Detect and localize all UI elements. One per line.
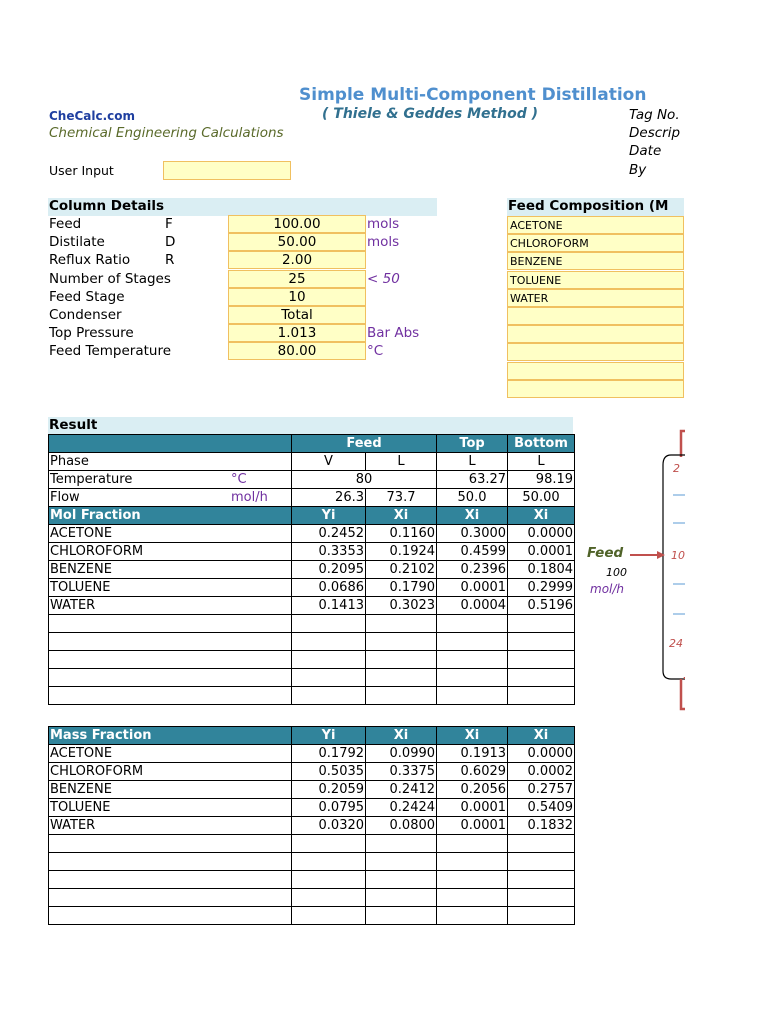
mass-fraction-yi	[292, 907, 366, 925]
mol-col-xi-feed: Xi	[366, 507, 437, 525]
mass-fraction-xi-bottom: 0.0000	[508, 745, 575, 763]
column-detail-input[interactable]: 25	[228, 270, 366, 288]
mol-fraction-component	[49, 615, 292, 633]
column-detail-input[interactable]: 2.00	[228, 251, 366, 269]
column-detail-label: Number of Stages	[49, 271, 171, 287]
phase-top: L	[437, 453, 508, 471]
mol-fraction-row	[49, 651, 575, 669]
user-input-legend-swatch	[163, 161, 291, 180]
temperature-label-cell	[49, 471, 292, 489]
mass-fraction-component	[49, 907, 292, 925]
mol-fraction-row	[49, 561, 575, 579]
meta-description: Descrip	[629, 125, 681, 141]
mass-fraction-xi-feed: 0.3375	[366, 763, 437, 781]
result-header-top: Top	[437, 435, 508, 453]
mol-fraction-xi-bottom	[508, 651, 575, 669]
mass-fraction-xi-feed: 0.0800	[366, 817, 437, 835]
mass-fraction-xi-bottom	[508, 907, 575, 925]
mol-fraction-xi-bottom: 0.1804	[508, 561, 575, 579]
mol-fraction-xi-bottom: 0.0000	[508, 525, 575, 543]
mass-fraction-row	[49, 763, 575, 781]
column-detail-input[interactable]: 100.00	[228, 215, 366, 233]
flow-label-cell	[49, 489, 292, 507]
temperature-unit: °C	[231, 471, 247, 487]
column-detail-unit: mols	[367, 216, 400, 232]
mass-fraction-xi-bottom: 0.1832	[508, 817, 575, 835]
mol-fraction-component	[49, 651, 292, 669]
brand-link[interactable]: CheCalc.com	[49, 109, 136, 123]
mol-fraction-row	[49, 687, 575, 705]
column-detail-label: Feed Stage	[49, 289, 125, 305]
flow-label: Flow	[50, 489, 80, 505]
column-detail-label: Feed	[49, 216, 82, 232]
tagline: Chemical Engineering Calculations	[49, 125, 284, 141]
mass-fraction-xi-feed: 0.2424	[366, 799, 437, 817]
column-detail-input[interactable]: 80.00	[228, 342, 366, 360]
page-subtitle: ( Thiele & Geddes Method )	[322, 106, 539, 122]
meta-by: By	[629, 162, 647, 178]
stage-bottom-number: 24	[669, 637, 683, 650]
column-details-heading: Column Details	[48, 198, 437, 216]
feed-composition-input[interactable]	[507, 307, 684, 325]
mass-col-xi-top: Xi	[437, 727, 508, 745]
mass-fraction-xi-top: 0.0001	[437, 799, 508, 817]
mol-fraction-row	[49, 579, 575, 597]
mol-fraction-xi-top	[437, 615, 508, 633]
mol-fraction-xi-feed: 0.1924	[366, 543, 437, 561]
phase-bottom: L	[508, 453, 575, 471]
column-detail-input[interactable]: Total	[228, 306, 366, 324]
mass-fraction-xi-top	[437, 853, 508, 871]
mol-fraction-xi-bottom: 0.0001	[508, 543, 575, 561]
mass-fraction-xi-bottom: 0.5409	[508, 799, 575, 817]
mol-fraction-row	[49, 543, 575, 561]
temperature-bottom: 98.19	[508, 471, 575, 489]
mol-fraction-yi	[292, 633, 366, 651]
mol-fraction-yi: 0.3353	[292, 543, 366, 561]
mass-fraction-xi-top	[437, 889, 508, 907]
mol-fraction-xi-top: 0.2396	[437, 561, 508, 579]
mass-fraction-yi	[292, 871, 366, 889]
mass-fraction-xi-feed	[366, 853, 437, 871]
result-header-blank	[49, 435, 292, 453]
flow-bottom: 50.00	[508, 489, 575, 507]
mass-fraction-xi-bottom	[508, 889, 575, 907]
feed-composition-input[interactable]	[507, 380, 684, 398]
mass-fraction-xi-feed	[366, 835, 437, 853]
mass-fraction-component: BENZENE	[49, 781, 292, 799]
mol-fraction-xi-bottom	[508, 633, 575, 651]
mass-fraction-row	[49, 889, 575, 907]
feed-composition-heading: Feed Composition (M	[507, 198, 684, 216]
flow-top: 50.0	[437, 489, 508, 507]
mass-fraction-yi	[292, 835, 366, 853]
mol-fraction-xi-top	[437, 687, 508, 705]
mass-fraction-xi-top: 0.6029	[437, 763, 508, 781]
mol-col-xi-bottom: Xi	[508, 507, 575, 525]
mol-fraction-xi-top: 0.3000	[437, 525, 508, 543]
mol-fraction-component: BENZENE	[49, 561, 292, 579]
meta-tag-no: Tag No.	[629, 107, 680, 123]
mol-fraction-component: WATER	[49, 597, 292, 615]
mass-fraction-component: ACETONE	[49, 745, 292, 763]
mass-fraction-xi-feed	[366, 871, 437, 889]
phase-feed-v: V	[292, 453, 366, 471]
mass-fraction-component	[49, 853, 292, 871]
feed-composition-input[interactable]: ACETONE	[507, 216, 684, 234]
column-detail-unit: < 50	[367, 271, 400, 287]
mol-fraction-xi-top	[437, 669, 508, 687]
column-detail-symbol: R	[165, 252, 175, 268]
mol-fraction-heading: Mol Fraction	[49, 507, 292, 525]
mass-fraction-row	[49, 907, 575, 925]
mass-fraction-row	[49, 853, 575, 871]
feed-composition-input[interactable]: WATER	[507, 289, 684, 307]
column-detail-label: Reflux Ratio	[49, 252, 131, 268]
mol-fraction-component: ACETONE	[49, 525, 292, 543]
mass-fraction-yi	[292, 889, 366, 907]
mol-fraction-component	[49, 633, 292, 651]
mol-fraction-xi-top: 0.4599	[437, 543, 508, 561]
mol-fraction-xi-top: 0.0004	[437, 597, 508, 615]
mol-fraction-yi	[292, 687, 366, 705]
stage-feed-number: 10	[671, 549, 685, 562]
feed-composition-input[interactable]	[507, 343, 684, 361]
temperature-top: 63.27	[437, 471, 508, 489]
column-detail-label: Distilate	[49, 234, 105, 250]
mass-fraction-xi-feed: 0.0990	[366, 745, 437, 763]
mass-col-xi-bottom: Xi	[508, 727, 575, 745]
mol-fraction-xi-feed: 0.3023	[366, 597, 437, 615]
column-detail-symbol: D	[165, 234, 176, 250]
mol-fraction-xi-bottom	[508, 669, 575, 687]
mol-fraction-xi-bottom	[508, 687, 575, 705]
mass-col-yi: Yi	[292, 727, 366, 745]
mass-fraction-xi-feed	[366, 889, 437, 907]
column-detail-unit: Bar Abs	[367, 325, 420, 341]
mol-fraction-row	[49, 597, 575, 615]
mass-fraction-xi-bottom	[508, 835, 575, 853]
mol-fraction-component	[49, 669, 292, 687]
column-detail-input[interactable]: 50.00	[228, 233, 366, 251]
mass-fraction-row	[49, 835, 575, 853]
stage-top-number: 2	[673, 462, 680, 475]
mass-fraction-xi-bottom: 0.0002	[508, 763, 575, 781]
column-detail-label: Top Pressure	[49, 325, 134, 341]
mass-fraction-yi: 0.1792	[292, 745, 366, 763]
mol-fraction-yi	[292, 669, 366, 687]
mol-fraction-xi-feed	[366, 687, 437, 705]
user-input-label: User Input	[49, 163, 114, 178]
mass-fraction-xi-bottom: 0.2757	[508, 781, 575, 799]
mass-fraction-row	[49, 817, 575, 835]
temperature-feed: 80	[292, 471, 437, 489]
mass-fraction-xi-top: 0.2056	[437, 781, 508, 799]
column-detail-unit: mols	[367, 234, 400, 250]
mass-fraction-xi-top: 0.1913	[437, 745, 508, 763]
diagram-feed-value: 100	[606, 566, 627, 579]
mol-fraction-yi	[292, 615, 366, 633]
page-title: Simple Multi-Component Distillation	[299, 85, 647, 105]
mol-fraction-row	[49, 615, 575, 633]
feed-composition-input[interactable]: TOLUENE	[507, 271, 684, 289]
column-detail-label: Feed Temperature	[49, 343, 172, 359]
mol-fraction-yi: 0.1413	[292, 597, 366, 615]
mol-fraction-component: TOLUENE	[49, 579, 292, 597]
mass-fraction-yi: 0.0320	[292, 817, 366, 835]
mass-fraction-xi-top: 0.0001	[437, 817, 508, 835]
mass-fraction-xi-feed	[366, 907, 437, 925]
mol-fraction-xi-top: 0.0001	[437, 579, 508, 597]
mol-fraction-xi-top	[437, 651, 508, 669]
mol-fraction-yi: 0.2452	[292, 525, 366, 543]
mol-fraction-row	[49, 633, 575, 651]
mass-col-xi-feed: Xi	[366, 727, 437, 745]
mass-fraction-xi-bottom	[508, 871, 575, 889]
feed-composition-input[interactable]	[507, 362, 684, 380]
bottoms-line	[681, 677, 685, 709]
mol-fraction-xi-feed: 0.1160	[366, 525, 437, 543]
mol-fraction-xi-feed	[366, 669, 437, 687]
phase-label: Phase	[49, 453, 292, 471]
mol-fraction-xi-feed: 0.2102	[366, 561, 437, 579]
mass-fraction-xi-feed: 0.2412	[366, 781, 437, 799]
reflux-line-top	[681, 431, 685, 457]
mass-fraction-row	[49, 871, 575, 889]
mass-fraction-heading: Mass Fraction	[49, 727, 292, 745]
diagram-feed-label: Feed	[587, 545, 624, 561]
mass-fraction-component	[49, 835, 292, 853]
flow-unit: mol/h	[231, 489, 268, 505]
column-detail-unit: °C	[367, 343, 384, 359]
mol-fraction-row	[49, 669, 575, 687]
feed-composition-input[interactable]	[507, 325, 684, 343]
mass-fraction-component: CHLOROFORM	[49, 763, 292, 781]
mass-fraction-row	[49, 745, 575, 763]
mol-fraction-xi-feed	[366, 651, 437, 669]
distillation-column-diagram	[585, 425, 685, 715]
mass-fraction-xi-top	[437, 835, 508, 853]
result-header-feed: Feed	[292, 435, 437, 453]
mass-fraction-row	[49, 781, 575, 799]
result-table	[48, 434, 575, 705]
column-detail-input[interactable]: 1.013	[228, 324, 366, 342]
feed-composition-input[interactable]: CHLOROFORM	[507, 234, 684, 252]
mol-fraction-xi-bottom: 0.2999	[508, 579, 575, 597]
feed-arrow-head	[657, 551, 665, 559]
mass-fraction-yi: 0.0795	[292, 799, 366, 817]
mol-col-yi: Yi	[292, 507, 366, 525]
column-detail-input[interactable]: 10	[228, 288, 366, 306]
mass-fraction-table	[48, 726, 575, 925]
mass-fraction-yi: 0.5035	[292, 763, 366, 781]
mol-fraction-xi-feed	[366, 615, 437, 633]
mol-fraction-xi-feed: 0.1790	[366, 579, 437, 597]
feed-composition-input[interactable]: BENZENE	[507, 252, 684, 270]
mass-fraction-yi	[292, 853, 366, 871]
flow-feed-v: 26.3	[292, 489, 366, 507]
mol-fraction-component: CHLOROFORM	[49, 543, 292, 561]
mol-fraction-xi-bottom	[508, 615, 575, 633]
mol-fraction-yi: 0.2095	[292, 561, 366, 579]
mass-fraction-xi-top	[437, 907, 508, 925]
mass-fraction-component: WATER	[49, 817, 292, 835]
mass-fraction-component	[49, 871, 292, 889]
mol-fraction-component	[49, 687, 292, 705]
diagram-feed-unit: mol/h	[590, 582, 625, 596]
result-heading: Result	[48, 417, 573, 435]
mass-fraction-component	[49, 889, 292, 907]
mol-fraction-yi: 0.0686	[292, 579, 366, 597]
column-detail-symbol: F	[165, 216, 173, 232]
mol-fraction-xi-feed	[366, 633, 437, 651]
meta-date: Date	[629, 143, 662, 159]
column-detail-label: Condenser	[49, 307, 122, 323]
mol-fraction-yi	[292, 651, 366, 669]
result-header-bottom: Bottom	[508, 435, 575, 453]
mol-fraction-xi-top	[437, 633, 508, 651]
flow-feed-l: 73.7	[366, 489, 437, 507]
temperature-label: Temperature	[50, 471, 133, 487]
mass-fraction-xi-top	[437, 871, 508, 889]
mass-fraction-component: TOLUENE	[49, 799, 292, 817]
phase-feed-l: L	[366, 453, 437, 471]
mass-fraction-xi-bottom	[508, 853, 575, 871]
mass-fraction-yi: 0.2059	[292, 781, 366, 799]
mol-col-xi-top: Xi	[437, 507, 508, 525]
mol-fraction-xi-bottom: 0.5196	[508, 597, 575, 615]
mol-fraction-row	[49, 525, 575, 543]
mass-fraction-row	[49, 799, 575, 817]
